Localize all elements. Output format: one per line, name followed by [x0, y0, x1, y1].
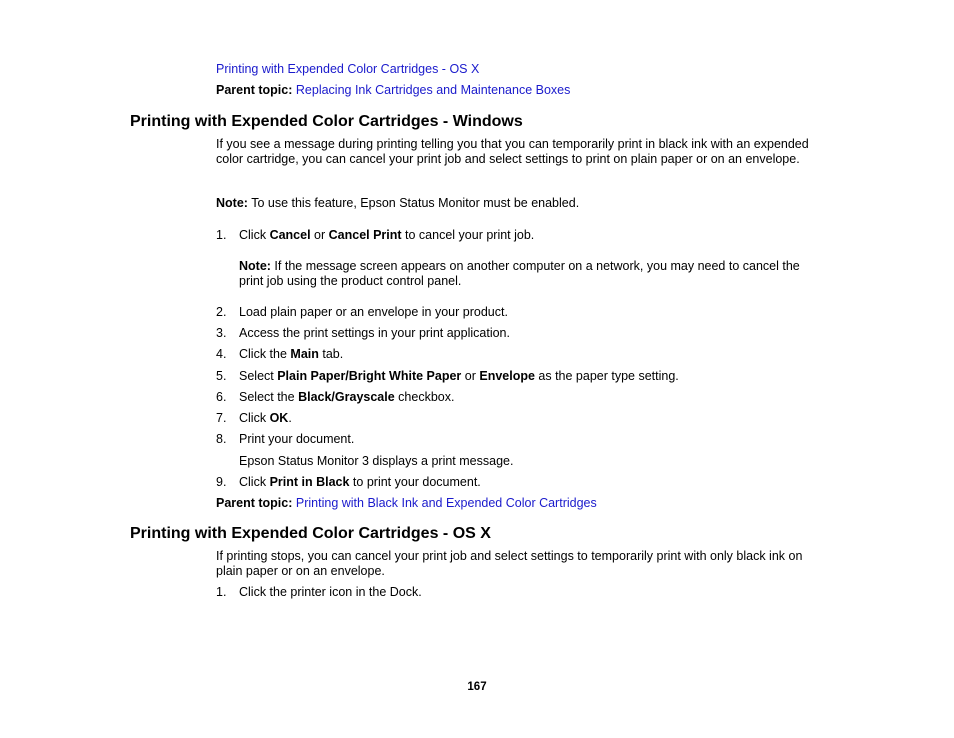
step-text: tab.	[318, 347, 344, 361]
step-number: 8.	[216, 432, 227, 446]
section-heading-os-x: Printing with Expended Color Cartridges - OS X	[130, 525, 491, 542]
list-item-step-1	[216, 585, 422, 600]
step-text: Print your document.	[239, 432, 355, 446]
step-number: 4.	[216, 347, 227, 361]
step-text: to print your document.	[349, 475, 481, 489]
step-text: Select the	[239, 390, 299, 404]
ui-term-ok: OK	[269, 411, 289, 425]
step-text: Click	[239, 475, 270, 489]
step-number: 6.	[216, 390, 227, 404]
note-text: To use this feature, Epson Status Monitor must be enabled.	[247, 196, 580, 210]
ui-term-plain-paper: Plain Paper/Bright White Paper	[277, 369, 462, 383]
step-number: 1.	[216, 585, 227, 599]
list-item-step-1	[216, 228, 534, 243]
step-text: Click the printer icon in the Dock.	[239, 585, 422, 599]
ui-term-black-grayscale: Black/Grayscale	[298, 390, 395, 404]
ui-term-cancel-print: Cancel Print	[328, 228, 402, 242]
list-item-step-9	[216, 475, 481, 490]
step-text: Click	[239, 228, 270, 242]
step-text: Load plain paper or an envelope in your product.	[239, 305, 508, 319]
step-number: 9.	[216, 475, 227, 489]
ui-term-print-in-black: Print in Black	[269, 475, 350, 489]
page-number: 167	[467, 681, 487, 693]
ui-term-main: Main	[290, 347, 319, 361]
ui-term-envelope: Envelope	[479, 369, 535, 383]
step-note	[239, 259, 819, 288]
step-text: or	[461, 369, 480, 383]
step-text: Click	[239, 411, 270, 425]
step-text: as the paper type setting.	[534, 369, 679, 383]
list-item-step-6	[216, 390, 454, 405]
list-item-step-8	[216, 432, 354, 447]
step-number: 2.	[216, 305, 227, 319]
list-item-step-7	[216, 411, 292, 426]
ui-term-cancel: Cancel	[269, 228, 311, 242]
list-item-step-5	[216, 369, 679, 384]
section-intro-os-x: If printing stops, you can cancel your print job and select settings to temporarily print with only black ink on plain paper or on an envelope.	[216, 549, 803, 578]
note	[216, 196, 579, 211]
section-intro-windows: If you see a message during printing telling you that you can temporarily print in black ink with an expended color cartridge, you can cancel your print job and select settings to print on plain paper or on an envelope.	[216, 137, 809, 166]
note-label: Note:	[216, 196, 248, 210]
step-text: checkbox.	[394, 390, 455, 404]
step-text: Click the	[239, 347, 291, 361]
link-replacing-cartridges[interactable]: Replacing Ink Cartridges and Maintenance Boxes	[295, 83, 571, 97]
step-number: 1.	[216, 228, 227, 242]
link-os-x-procedure[interactable]: Printing with Expended Color Cartridges - OS X	[216, 62, 480, 76]
section-heading-windows: Printing with Expended Color Cartridges - Windows	[130, 113, 523, 130]
step-number: 3.	[216, 326, 227, 340]
list-item-step-4	[216, 347, 343, 362]
step-text: Select	[239, 369, 278, 383]
step-text: to cancel your print job.	[401, 228, 535, 242]
step-number: 7.	[216, 411, 227, 425]
step-text: or	[310, 228, 329, 242]
note-text: If the message screen appears on another computer on a network, you may need to cancel the print job using the product control panel.	[239, 259, 800, 288]
step-text: .	[288, 411, 292, 425]
list-item-step-2	[216, 305, 508, 320]
note-label: Note:	[239, 259, 271, 273]
list-item-step-3	[216, 326, 510, 341]
step-text: Access the print settings in your print application.	[239, 326, 510, 340]
parent-topic-line	[216, 496, 597, 511]
link-black-ink-printing[interactable]: Printing with Black Ink and Expended Color Cartridges	[295, 496, 597, 510]
step-result: Epson Status Monitor 3 displays a print message.	[239, 454, 514, 468]
parent-topic-line	[216, 83, 570, 98]
step-number: 5.	[216, 369, 227, 383]
parent-topic-label: Parent topic:	[216, 83, 293, 97]
parent-topic-label: Parent topic:	[216, 496, 293, 510]
